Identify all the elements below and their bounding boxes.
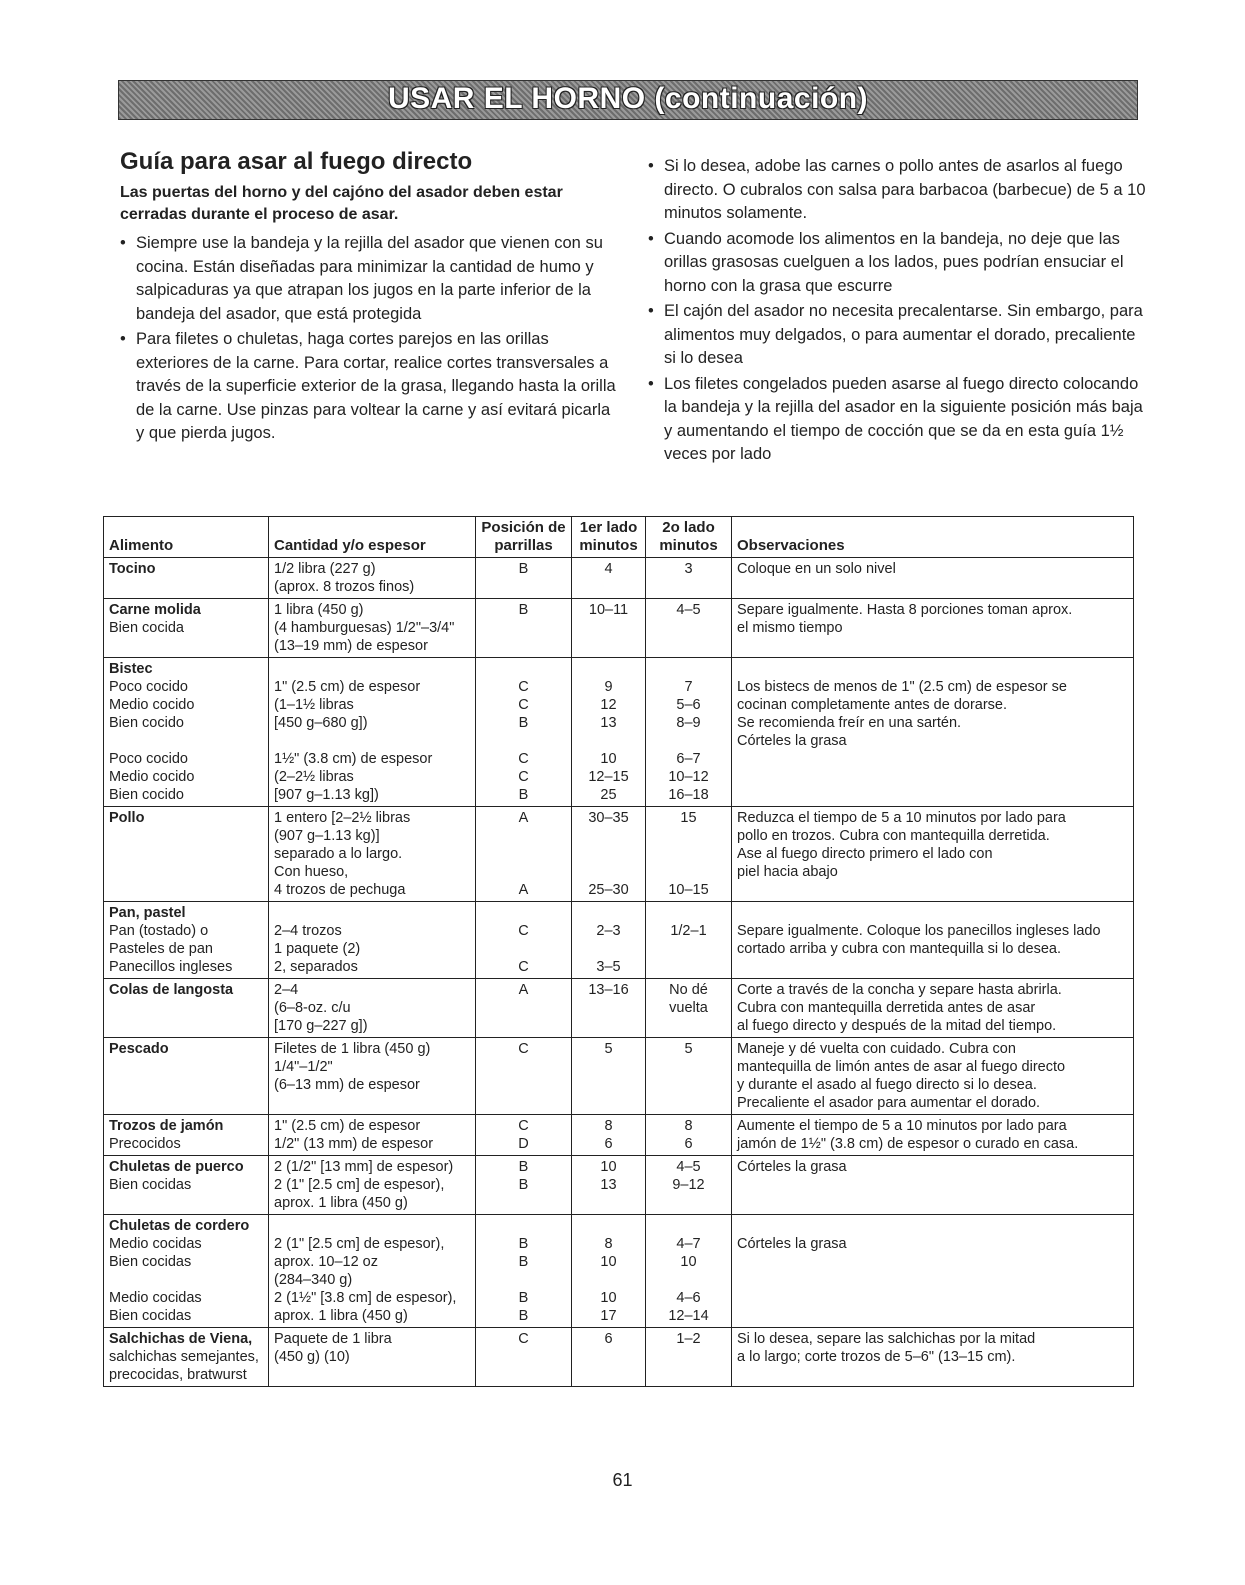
food-cell <box>104 1215 269 1328</box>
cell-text: 8 <box>604 1236 613 1252</box>
cell-text: 1 paquete (2) <box>274 941 361 957</box>
bullet-item: • Cuando acomode los alimentos en la bandeja, no deje que las orillas grasosas cuelguen a los lados, pues podrían ensuciar el horno con la grasa que escurre <box>648 228 1148 299</box>
rack-position-cell <box>476 1215 572 1328</box>
rack-position-cell <box>476 979 572 1038</box>
cell-text: C <box>518 1041 529 1057</box>
spacer <box>651 845 726 863</box>
notes-cell <box>732 979 1134 1038</box>
spacer <box>651 958 726 976</box>
spacer <box>651 732 726 750</box>
cell-text: 5 <box>684 1041 693 1057</box>
cell-text: 2 (1" [2.5 cm] de espesor), <box>274 1177 445 1193</box>
banner-title: USAR EL HORNO (continuación) <box>387 82 869 115</box>
food-cell <box>104 1038 269 1115</box>
food-cell <box>104 979 269 1038</box>
cell-text: pollo en trozos. Cubra con mantequilla derretida. <box>737 828 1050 844</box>
cell-text: Bien cocida <box>109 620 184 636</box>
cell-text: (4 hamburguesas) 1/2"–3/4" <box>274 620 455 636</box>
header-quantity: Cantidad y/o espesor <box>269 517 476 558</box>
cell-text: 2–4 trozos <box>274 923 342 939</box>
side2-minutes-cell <box>646 807 732 902</box>
cell-text: Medio cocido <box>109 769 195 785</box>
spacer <box>274 1217 470 1235</box>
side1-minutes-cell <box>572 1215 646 1328</box>
cell-text: Precaliente el asador para aumentar el dorado. <box>737 1095 1041 1111</box>
cell-text: 2 (1" [2.5 cm] de espesor), <box>274 1236 445 1252</box>
side2-minutes-cell <box>646 1115 732 1156</box>
cell-text: 9–12 <box>672 1177 705 1193</box>
bullet-item: • El cajón del asador no necesita precalentarse. Sin embargo, para alimentos muy delgados, o para aumentar el dorado, precaliente si lo desea <box>648 300 1148 371</box>
header-rack-position: Posición de parrillas <box>476 517 572 558</box>
cell-text: Bien cocidas <box>109 1308 192 1324</box>
cell-text: 13 <box>600 1177 617 1193</box>
rack-position-cell <box>476 599 572 658</box>
cell-text: 1 entero [2–2½ libras <box>274 810 411 826</box>
spacer <box>651 940 726 958</box>
cell-text: B <box>518 1254 529 1270</box>
cell-text: 2–4 <box>274 982 299 998</box>
cell-text: Si lo desea, separe las salchichas por la mitad <box>737 1331 1036 1347</box>
cell-text: a lo largo; corte trozos de 5–6" (13–15 cm). <box>737 1349 1016 1365</box>
cell-text: Corte a través de la concha y separe hasta abrirla. <box>737 982 1062 998</box>
cell-text: Córteles la grasa <box>737 1236 847 1252</box>
rack-position-cell <box>476 902 572 979</box>
quantity-cell <box>269 599 476 658</box>
spacer <box>737 1217 1128 1235</box>
side2-minutes-cell <box>646 658 732 807</box>
food-cell <box>104 1115 269 1156</box>
cell-text: aprox. 1 libra (450 g) <box>274 1195 408 1211</box>
notes-cell <box>732 807 1134 902</box>
cell-text: Trozos de jamón <box>109 1118 224 1134</box>
spacer <box>651 1271 726 1289</box>
spacer <box>109 732 263 750</box>
cell-text: No dé <box>669 982 708 998</box>
cell-text: Bien cocidas <box>109 1177 192 1193</box>
cell-text: 10–15 <box>668 882 709 898</box>
cell-text: cortado arriba y cubra con mantequilla si lo desea. <box>737 941 1062 957</box>
cell-text: Tocino <box>109 561 156 577</box>
cell-text: 1" (2.5 cm) de espesor <box>274 679 421 695</box>
cell-text: salchichas semejantes, <box>109 1349 259 1365</box>
cell-text: y durante el asado al fuego directo si lo desea. <box>737 1077 1037 1093</box>
spacer <box>481 732 566 750</box>
cell-text: 8–9 <box>676 715 701 731</box>
cell-text: Maneje y dé vuelta con cuidado. Cubra con <box>737 1041 1016 1057</box>
spacer <box>577 940 640 958</box>
cell-text: 1/4"–1/2" <box>274 1059 333 1075</box>
cell-text: 7 <box>684 679 693 695</box>
side1-minutes-cell <box>572 558 646 599</box>
side1-minutes-cell <box>572 1038 646 1115</box>
cell-text: Córteles la grasa <box>737 1159 847 1175</box>
cell-text: aprox. 10–12 oz <box>274 1254 378 1270</box>
cell-text: Pasteles de pan <box>109 941 213 957</box>
side1-minutes-cell <box>572 1115 646 1156</box>
cell-text: (2–2½ libras <box>274 769 354 785</box>
food-cell <box>104 558 269 599</box>
cell-text: 13–16 <box>588 982 629 998</box>
cell-text: (6–13 mm) de espesor <box>274 1077 420 1093</box>
cell-text: B <box>518 1308 529 1324</box>
cell-text: D <box>518 1136 529 1152</box>
cell-text: Pan (tostado) o <box>109 923 209 939</box>
cell-text: C <box>518 959 529 975</box>
cell-text: A <box>518 882 529 898</box>
cell-text: 4–5 <box>676 602 701 618</box>
cell-text: 9 <box>604 679 613 695</box>
food-cell <box>104 1328 269 1387</box>
table-row <box>104 558 1134 599</box>
cell-text: Se recomienda freír en una sartén. <box>737 715 962 731</box>
side1-minutes-cell <box>572 1328 646 1387</box>
cell-text: [450 g–680 g]) <box>274 715 368 731</box>
food-cell <box>104 1156 269 1215</box>
cell-text: cocinan completamente antes de dorarse. <box>737 697 1008 713</box>
notes-cell <box>732 1115 1134 1156</box>
cell-text: 10 <box>600 1254 617 1270</box>
cell-text: vuelta <box>669 1000 708 1016</box>
cell-text: precocidas, bratwurst <box>109 1367 247 1383</box>
spacer <box>577 660 640 678</box>
spacer <box>577 863 640 881</box>
cell-text: Paquete de 1 libra <box>274 1331 392 1347</box>
cell-text: 10–11 <box>588 602 629 618</box>
right-bullet-list <box>648 155 1148 467</box>
spacer <box>651 827 726 845</box>
cell-text: 30–35 <box>588 810 629 826</box>
cell-text: A <box>518 982 529 998</box>
cell-text: Pollo <box>109 810 145 826</box>
cell-text: 10 <box>680 1254 697 1270</box>
table-row <box>104 1328 1134 1387</box>
rack-position-cell <box>476 807 572 902</box>
cell-text: Aumente el tiempo de 5 a 10 minutos por lado para <box>737 1118 1067 1134</box>
table-row <box>104 902 1134 979</box>
warning-text: Las puertas del horno y del cajóno del asador deben estar cerradas durante el proceso de asar. <box>120 184 563 223</box>
cell-text: 4–6 <box>676 1290 701 1306</box>
cell-text: C <box>518 1118 529 1134</box>
spacer <box>481 1217 566 1235</box>
cell-text: Medio cocidas <box>109 1290 202 1306</box>
food-cell <box>104 658 269 807</box>
cell-text: 6 <box>684 1136 693 1152</box>
cell-text: 13 <box>600 715 617 731</box>
cell-text: Los bistecs de menos de 1" (2.5 cm) de espesor se <box>737 679 1067 695</box>
cell-text: Bien cocidas <box>109 1254 192 1270</box>
cell-text: Córteles la grasa <box>737 733 847 749</box>
table-row <box>104 979 1134 1038</box>
cell-text: [170 g–227 g]) <box>274 1018 368 1034</box>
cell-text: Reduzca el tiempo de 5 a 10 minutos por lado para <box>737 810 1066 826</box>
rack-position-cell <box>476 1038 572 1115</box>
side2-minutes-cell <box>646 1215 732 1328</box>
cell-text: (13–19 mm) de espesor <box>274 638 428 654</box>
cell-text: 6–7 <box>676 751 701 767</box>
cell-text: 4 trozos de pechuga <box>274 882 406 898</box>
spacer <box>737 660 1128 678</box>
section-title: Guía para asar al fuego directo <box>120 148 473 175</box>
quantity-cell <box>269 807 476 902</box>
quantity-cell <box>269 658 476 807</box>
cell-text: piel hacia abajo <box>737 864 838 880</box>
quantity-cell <box>269 902 476 979</box>
cell-text: separado a lo largo. <box>274 846 403 862</box>
cell-text: 2, separados <box>274 959 358 975</box>
quantity-cell <box>269 1156 476 1215</box>
cell-text: 2 (1½" [3.8 cm] de espesor), <box>274 1290 457 1306</box>
cell-text: 25 <box>600 787 617 803</box>
quantity-cell <box>269 558 476 599</box>
quantity-cell <box>269 1115 476 1156</box>
side1-minutes-cell <box>572 658 646 807</box>
cell-text: (284–340 g) <box>274 1272 353 1288</box>
cell-text: 1" (2.5 cm) de espesor <box>274 1118 421 1134</box>
cell-text: 4–5 <box>676 1159 701 1175</box>
cell-text: C <box>518 923 529 939</box>
side2-minutes-cell <box>646 979 732 1038</box>
cell-text: 1/2" (13 mm) de espesor <box>274 1136 434 1152</box>
spacer <box>481 1271 566 1289</box>
cell-text: al fuego directo y después de la mitad del tiempo. <box>737 1018 1057 1034</box>
cell-text: B <box>518 1159 529 1175</box>
side1-minutes-cell <box>572 807 646 902</box>
cell-text: 10–12 <box>668 769 709 785</box>
quantity-cell <box>269 1038 476 1115</box>
cell-text: Bien cocido <box>109 787 184 803</box>
cell-text: 6 <box>604 1331 613 1347</box>
cell-text: Colas de langosta <box>109 982 234 998</box>
cell-text: aprox. 1 libra (450 g) <box>274 1308 408 1324</box>
intro-left-column <box>120 148 620 448</box>
cell-text: Chuletas de cordero <box>109 1218 250 1234</box>
cell-text: A <box>518 810 529 826</box>
cell-text: B <box>518 1177 529 1193</box>
cell-text: 17 <box>600 1308 617 1324</box>
cell-text: 2–3 <box>596 923 621 939</box>
cell-text: Poco cocido <box>109 679 188 695</box>
spacer <box>577 732 640 750</box>
side2-minutes-cell <box>646 1328 732 1387</box>
cell-text: [907 g–1.13 kg]) <box>274 787 379 803</box>
cell-text: 10 <box>600 1290 617 1306</box>
cell-text: Cubra con mantequilla derretida antes de asar <box>737 1000 1036 1016</box>
table-header-row <box>104 517 1134 558</box>
side1-minutes-cell <box>572 1156 646 1215</box>
spacer <box>577 1271 640 1289</box>
spacer <box>651 904 726 922</box>
cell-text: Separe igualmente. Hasta 8 porciones toman aprox. <box>737 602 1073 618</box>
notes-cell <box>732 558 1134 599</box>
cell-text: 12 <box>600 697 617 713</box>
left-bullet-list <box>120 232 620 446</box>
spacer <box>481 863 566 881</box>
bullet-item: • Para filetes o chuletas, haga cortes parejos en las orillas exteriores de la carne. Para cortar, realice cortes transversales a través de la superficie exterior de la grasa, llegando hasta la orilla de la carne. Use pinzas para voltear la carne y así evitará picarla y que pierda jugos. <box>120 328 620 446</box>
cell-text: 8 <box>604 1118 613 1134</box>
section-banner <box>118 80 1138 120</box>
table-row <box>104 599 1134 658</box>
spacer <box>481 904 566 922</box>
cell-text: C <box>518 697 529 713</box>
cell-text: Poco cocido <box>109 751 188 767</box>
cell-text: B <box>518 602 529 618</box>
notes-cell <box>732 658 1134 807</box>
table-row <box>104 807 1134 902</box>
side1-minutes-cell <box>572 599 646 658</box>
table-row <box>104 1038 1134 1115</box>
cell-text: (6–8-oz. c/u <box>274 1000 351 1016</box>
spacer <box>109 1271 263 1289</box>
notes-cell <box>732 1215 1134 1328</box>
side2-minutes-cell <box>646 558 732 599</box>
side1-minutes-cell <box>572 902 646 979</box>
cell-text: Pescado <box>109 1041 169 1057</box>
quantity-cell <box>269 1328 476 1387</box>
rack-position-cell <box>476 1328 572 1387</box>
side2-minutes-cell <box>646 599 732 658</box>
side1-minutes-cell <box>572 979 646 1038</box>
cell-text: 1½" (3.8 cm) de espesor <box>274 751 433 767</box>
cell-text: 5–6 <box>676 697 701 713</box>
cell-text: 3–5 <box>596 959 621 975</box>
notes-cell <box>732 1038 1134 1115</box>
cell-text: Bien cocido <box>109 715 184 731</box>
table-row <box>104 1156 1134 1215</box>
header-food: Alimento <box>104 517 269 558</box>
cell-text: 16–18 <box>668 787 709 803</box>
cell-text: 1/2–1 <box>670 923 707 939</box>
spacer <box>481 940 566 958</box>
side2-minutes-cell <box>646 1038 732 1115</box>
notes-cell <box>732 1156 1134 1215</box>
cell-text: (450 g) (10) <box>274 1349 350 1365</box>
quantity-cell <box>269 979 476 1038</box>
broil-guide-table <box>103 516 1134 1387</box>
cell-text: 1–2 <box>676 1331 701 1347</box>
header-notes: Observaciones <box>732 517 1134 558</box>
bullet-item: • Los filetes congelados pueden asarse al fuego directo colocando la bandeja y la rejilla del asador en la siguiente posición más baja y aumentando el tiempo de cocción que se da en esta guía 1½ veces por lado <box>648 373 1148 467</box>
cell-text: 6 <box>604 1136 613 1152</box>
cell-text: B <box>518 787 529 803</box>
spacer <box>651 1217 726 1235</box>
cell-text: Medio cocidas <box>109 1236 202 1252</box>
cell-text: 25–30 <box>588 882 629 898</box>
header-side1-minutes: 1er lado minutos <box>572 517 646 558</box>
cell-text: Precocidos <box>109 1136 181 1152</box>
cell-text: Medio cocido <box>109 697 195 713</box>
cell-text: 5 <box>604 1041 613 1057</box>
bullet-item: • Siempre use la bandeja y la rejilla del asador que vienen con su cocina. Están diseñadas para minimizar la cantidad de humo y salpicaduras ya que atrapan los jugos en la parte inferior de la bandeja del asador, que está protegida <box>120 232 620 326</box>
cell-text: 4–7 <box>676 1236 701 1252</box>
cell-text: 1/2 libra (227 g) <box>274 561 376 577</box>
cell-text: el mismo tiempo <box>737 620 843 636</box>
spacer <box>651 660 726 678</box>
rack-position-cell <box>476 1115 572 1156</box>
notes-cell <box>732 599 1134 658</box>
cell-text: B <box>518 1236 529 1252</box>
cell-text: 4 <box>604 561 613 577</box>
bullet-item: • Si lo desea, adobe las carnes o pollo antes de asarlos al fuego directo. O cubralos con salsa para barbacoa (barbecue) de 5 a 10 minutos solamente. <box>648 155 1148 226</box>
spacer <box>651 863 726 881</box>
cell-text: Pan, pastel <box>109 905 186 921</box>
food-cell <box>104 599 269 658</box>
header-side2-minutes: 2o lado minutos <box>646 517 732 558</box>
cell-text: Con hueso, <box>274 864 349 880</box>
cell-text: Salchichas de Viena, <box>109 1331 253 1347</box>
spacer <box>481 660 566 678</box>
food-cell <box>104 807 269 902</box>
spacer <box>577 845 640 863</box>
spacer <box>577 827 640 845</box>
cell-text: B <box>518 715 529 731</box>
spacer <box>737 904 1128 922</box>
cell-text: (907 g–1.13 kg)] <box>274 828 380 844</box>
cell-text: 10 <box>600 751 617 767</box>
spacer <box>577 904 640 922</box>
cell-text: B <box>518 1290 529 1306</box>
cell-text: (aprox. 8 trozos finos) <box>274 579 415 595</box>
cell-text: Ase al fuego directo primero el lado con <box>737 846 993 862</box>
cell-text: (1–1½ libras <box>274 697 354 713</box>
food-cell <box>104 902 269 979</box>
cell-text: C <box>518 769 529 785</box>
notes-cell <box>732 1328 1134 1387</box>
cell-text: 1 libra (450 g) <box>274 602 364 618</box>
intro-right-column <box>648 155 1148 469</box>
notes-cell <box>732 902 1134 979</box>
table-row <box>104 1215 1134 1328</box>
cell-text: 3 <box>684 561 693 577</box>
spacer <box>481 827 566 845</box>
page-number: 61 <box>612 1470 633 1490</box>
cell-text: Separe igualmente. Coloque los panecillos ingleses lado <box>737 923 1101 939</box>
quantity-cell <box>269 1215 476 1328</box>
cell-text: 12–15 <box>588 769 629 785</box>
spacer <box>274 732 470 750</box>
cell-text: Bistec <box>109 661 153 677</box>
cell-text: 2 (1/2" [13 mm] de espesor) <box>274 1159 454 1175</box>
side2-minutes-cell <box>646 902 732 979</box>
cell-text: Filetes de 1 libra (450 g) <box>274 1041 431 1057</box>
spacer <box>577 1217 640 1235</box>
table-body <box>104 558 1134 1387</box>
side2-minutes-cell <box>646 1156 732 1215</box>
cell-text: 12–14 <box>668 1308 709 1324</box>
spacer <box>481 845 566 863</box>
cell-text: Coloque en un solo nivel <box>737 561 896 577</box>
rack-position-cell <box>476 1156 572 1215</box>
cell-text: B <box>518 561 529 577</box>
spacer <box>274 660 470 678</box>
cell-text: C <box>518 751 529 767</box>
cell-text: C <box>518 679 529 695</box>
spacer <box>274 904 470 922</box>
rack-position-cell <box>476 658 572 807</box>
cell-text: C <box>518 1331 529 1347</box>
table-row <box>104 1115 1134 1156</box>
cell-text: 15 <box>680 810 697 826</box>
cell-text: Panecillos ingleses <box>109 959 233 975</box>
table-row <box>104 658 1134 807</box>
cell-text: 8 <box>684 1118 693 1134</box>
rack-position-cell <box>476 558 572 599</box>
cell-text: jamón de 1½" (3.8 cm) de espesor o curado en casa. <box>737 1136 1079 1152</box>
cell-text: 10 <box>600 1159 617 1175</box>
cell-text: mantequilla de limón antes de asar al fuego directo <box>737 1059 1066 1075</box>
cell-text: Chuletas de puerco <box>109 1159 244 1175</box>
cell-text: Carne molida <box>109 602 201 618</box>
